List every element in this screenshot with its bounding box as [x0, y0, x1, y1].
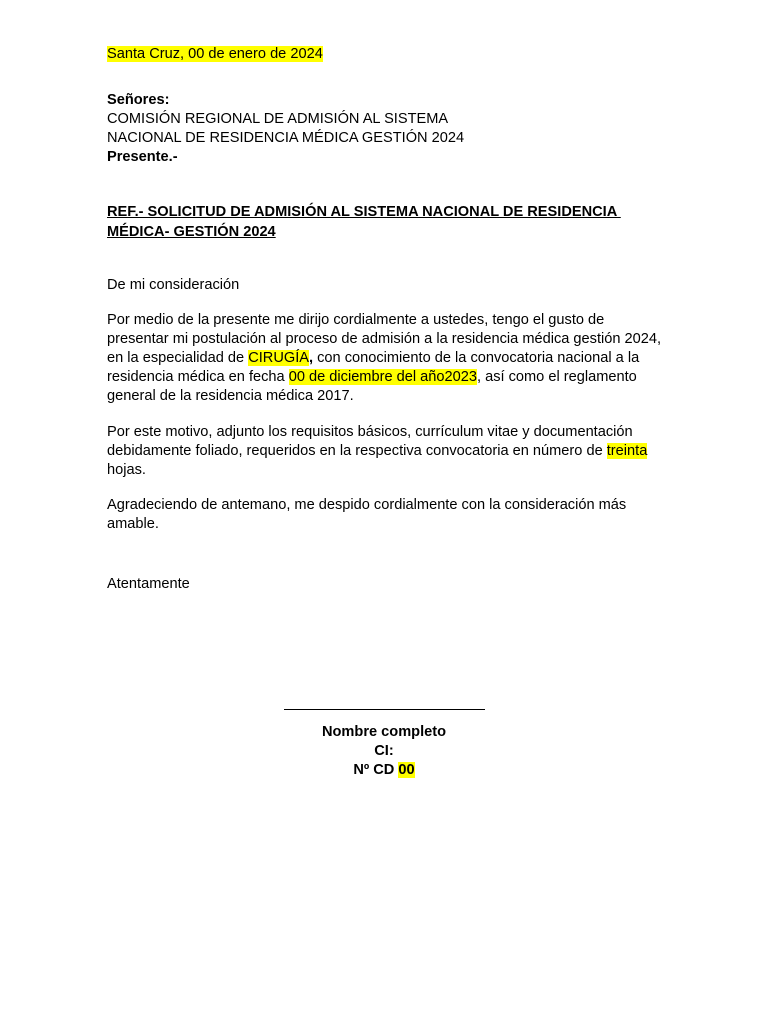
recipient-line-1: COMISIÓN REGIONAL DE ADMISIÓN AL SISTEMA — [107, 111, 449, 127]
paragraph-2-part-1: Por este motivo, adjunto los requisitos básicos, currículum vitae y documentación debidamente foliado, requeridos en la respectiva convocatoria en número de — [107, 424, 633, 459]
paragraph-2 — [107, 423, 663, 480]
cd-value-highlight: 00 — [398, 762, 415, 778]
paragraph-1-part-2: con conocimiento de la convocatoria nacional a la residencia médica en fecha — [107, 350, 640, 385]
signature-ci: CI: — [374, 743, 394, 759]
recipient-line-2: NACIONAL DE RESIDENCIA MÉDICA GESTIÓN 2024 — [107, 130, 465, 146]
paragraph-2-part-2: hojas. — [107, 462, 146, 478]
reference-line-1: REF.- SOLICITUD DE ADMISIÓN AL SISTEMA NACIONAL DE RESIDENCIA — [107, 204, 621, 220]
reference-line — [107, 202, 707, 242]
paragraph-3: Agradeciendo de antemano, me despido cordialmente con la consideración más amable. — [107, 497, 627, 532]
specialty-highlight: CIRUGÍA — [248, 350, 309, 366]
convocatoria-date-highlight: 00 de diciembre del año2023 — [288, 369, 477, 385]
paragraph-1 — [107, 311, 663, 406]
recipient-block — [107, 91, 667, 167]
closing: Atentamente — [107, 576, 190, 592]
paragraph-1-part-3: , así como el reglamento general de la residencia médica 2017. — [107, 369, 637, 404]
signature-name: Nombre completo — [321, 724, 447, 740]
letter-date — [107, 45, 667, 64]
date-text: Santa Cruz, 00 de enero de 2024 — [107, 46, 323, 62]
paragraph-1-part-1: Por medio de la presente me dirijo cordialmente a ustedes, tengo el gusto de presentar mi postulación al proceso de admisión a la residencia médica gestión 2024, en la especialidad de — [107, 312, 662, 366]
signature-cd — [234, 761, 534, 780]
signature-line — [284, 709, 485, 710]
reference-line-2: MÉDICA- GESTIÓN 2024 — [107, 224, 276, 240]
salutation: Señores: — [107, 92, 170, 108]
page-count-highlight: treinta — [606, 443, 648, 459]
cd-label: Nº CD — [353, 762, 399, 778]
specialty-comma: , — [309, 350, 314, 366]
presente: Presente.- — [107, 149, 178, 165]
greeting: De mi consideración — [107, 277, 240, 293]
